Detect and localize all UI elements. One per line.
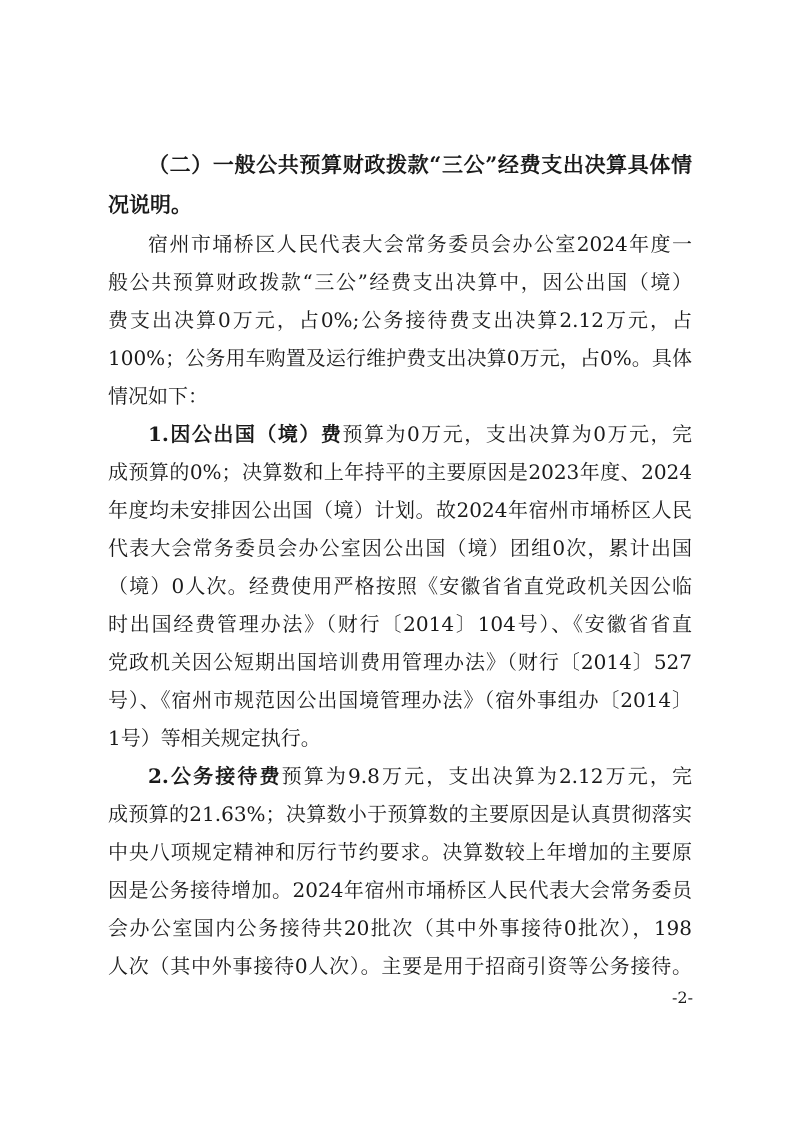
heading-line: 况说明。 [108, 192, 192, 217]
paragraph-line: 情况如下： [108, 384, 208, 408]
item1-title: 1.因公出国（境）费 [148, 422, 343, 446]
paragraph-line: 人次（其中外事接待0人次）。主要是用于招商引资等公务接待。 [108, 954, 692, 978]
paragraph-line [108, 757, 692, 795]
item2-paragraph [108, 757, 692, 985]
item1-first-text: 预算为0万元，支出决算为0万元，完 [342, 422, 692, 446]
document-page [108, 145, 692, 985]
paragraph-line: 年度均未安排因公出国（境）计划。故2024年宿州市埇桥区人民 [108, 498, 692, 522]
paragraph-line: 成预算的21.63%；决算数小于预算数的主要原因是认真贯彻落实 [108, 802, 692, 826]
paragraph-line: 费支出决算0万元，占0%;公务接待费支出决算2.12万元，占 [108, 308, 692, 332]
paragraph-line: 因是公务接待增加。2024年宿州市埇桥区人民代表大会常务委员 [108, 878, 692, 902]
paragraph-line: 中央八项规定精神和厉行节约要求。决算数较上年增加的主要原 [108, 840, 692, 864]
paragraph-line: 代表大会常务委员会办公室因公出国（境）团组0次，累计出国 [108, 536, 692, 560]
item1-paragraph [108, 415, 692, 757]
page-number: -2- [672, 988, 693, 1007]
paragraph-line: 号）、《宿州市规范因公出国境管理办法》（宿外事组办〔2014〕 [108, 688, 692, 712]
paragraph-line: （境）0人次。经费使用严格按照《安徽省省直党政机关因公临 [108, 574, 692, 598]
paragraph-line: 1号）等相关规定执行。 [108, 726, 321, 750]
item2-title: 2.公务接待费 [148, 764, 282, 788]
paragraph-line: 宿州市埇桥区人民代表大会常务委员会办公室2024年度一 [148, 232, 692, 256]
paragraph-line: 100%；公务用车购置及运行维护费支出决算0万元，占0%。具体 [108, 346, 692, 370]
section-heading [108, 145, 692, 225]
paragraph-line [108, 415, 692, 453]
paragraph-line: 成预算的0%；决算数和上年持平的主要原因是2023年度、2024 [108, 460, 692, 484]
intro-paragraph [108, 225, 692, 415]
paragraph-line: 般公共预算财政拨款“三公”经费支出决算中，因公出国（境） [108, 270, 692, 294]
paragraph-line: 会办公室国内公务接待共20批次（其中外事接待0批次），198 [108, 916, 692, 940]
heading-line: （二）一般公共预算财政拨款“三公”经费支出决算具体情 [148, 152, 692, 177]
paragraph-line: 时出国经费管理办法》（财行〔2014〕104号）、《安徽省省直 [108, 612, 692, 636]
paragraph-line: 党政机关因公短期出国培训费用管理办法》（财行〔2014〕527 [108, 650, 692, 674]
item2-first-text: 预算为9.8万元，支出决算为2.12万元，完 [281, 764, 692, 788]
